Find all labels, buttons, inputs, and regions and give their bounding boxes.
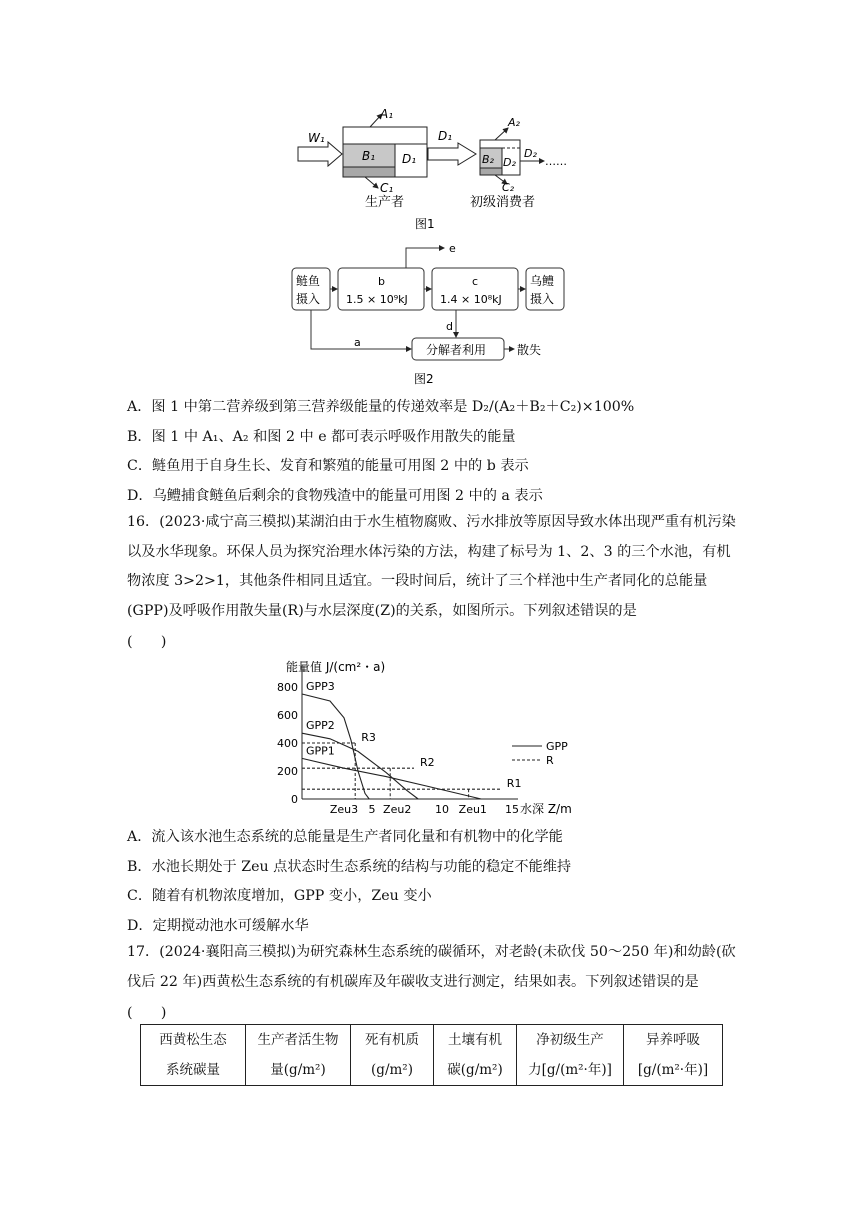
label-a1: A₁: [380, 107, 394, 121]
label-d2-arrow: D₂: [524, 147, 537, 160]
q17-bracket: ( ): [127, 1005, 167, 1021]
label-e: e: [449, 242, 456, 255]
series-label-r2: R2: [420, 756, 435, 770]
q16-option-c: C．随着有机物浓度增加，GPP 变小，Zeu 变小: [127, 888, 432, 904]
label-b1: B₁: [362, 149, 376, 163]
y-tick-label: 800: [277, 681, 298, 694]
legend-r-label: R: [546, 754, 554, 767]
label-loss: 散失: [517, 343, 542, 357]
q15-option-d: D．乌鳢捕食鲢鱼后剩余的食物残渣中的能量可用图 2 中的 a 表示: [127, 488, 543, 504]
series-label-gpp3: GPP3: [306, 680, 335, 693]
label-d1-arrow: D₁: [438, 129, 453, 143]
q15-option-b: B．图 1 中 A₁、A₂ 和图 2 中 e 都可表示呼吸作用散失的能量: [127, 429, 516, 445]
y-tick-label: 600: [277, 709, 298, 722]
table-header-row: [141, 1025, 723, 1086]
q16-option-b: B．水池长期处于 Zeu 点状态时生态系统的结构与功能的稳定不能维持: [127, 859, 572, 875]
box-right-line2: 摄入: [530, 292, 555, 306]
th-soil-carbon: 土壤有机 碳(g/m²): [434, 1025, 517, 1086]
legend-gpp-label: GPP: [546, 740, 568, 753]
figure-2-caption: 图2: [414, 372, 434, 386]
x-tick-label: Zeu2: [383, 803, 412, 816]
th-heterotrophic-respiration: 异养呼吸 [g/(m²·年)]: [624, 1025, 723, 1086]
th-producer-biomass: 生产者活生物 量(g/m²): [246, 1025, 351, 1086]
producer-label: 生产者: [365, 195, 405, 210]
q17-stem: 17．(2024·襄阳高三模拟)为研究森林生态系统的碳循环，对老龄(未砍伐 50～250 年)和幼龄(砍伐后 22 年)西黄松生态系统的有机碳库及年碳收支进行测定，结果如表。下列叙述错误的是: [127, 944, 736, 990]
q15-option-c: C．鲢鱼用于自身生长、发育和繁殖的能量可用图 2 中的 b 表示: [127, 458, 529, 474]
label-dots: ……: [545, 155, 567, 168]
box-b-name: b: [378, 275, 385, 288]
series-label-gpp2: GPP2: [306, 719, 335, 733]
q16-bracket: ( ): [127, 634, 167, 650]
box-b-value: 1.5 × 10⁹kJ: [346, 293, 408, 306]
th-dead-organic: 死有机质 (g/m²): [351, 1025, 434, 1086]
label-w1: W₁: [308, 131, 325, 145]
box-left-line2: 摄入: [296, 292, 321, 306]
label-a: a: [354, 336, 361, 349]
q17-table: [140, 1024, 723, 1086]
label-a2: A₂: [508, 116, 520, 129]
label-b2: B₂: [482, 153, 494, 166]
q16-option-d: D．定期搅动池水可缓解水华: [127, 918, 309, 934]
x-tick-label: Zeu1: [458, 803, 487, 816]
th-npp: 净初级生产 力[g/(m²·年)]: [517, 1025, 624, 1086]
y-tick-label: 0: [291, 793, 298, 806]
series-label-r3: R3: [361, 731, 376, 744]
box-right-line1: 乌鳢: [530, 274, 555, 288]
label-c1: C₁: [380, 181, 394, 195]
chart-xlabel: 水深 Z/m: [520, 802, 572, 816]
d1-arrow: [428, 143, 476, 165]
figure-2: [286, 238, 586, 388]
q16-stem: 16．(2023·咸宁高三模拟)某湖泊由于水生植物腐败、污水排放等原因导致水体出现严重有机污染以及水华现象。环保人员为探究治理水体污染的方法，构建了标号为 1、2、3 的三个水池，有机物浓度 3>2>1，其他条件相同且适宜。一段时间后，统计了三个样池中生产者同化的总能量(GPP)及呼吸作用散失量(R)与水层深度(Z)的关系，如图所示。下列叙述错误的是: [127, 514, 736, 619]
box-c-name: c: [472, 275, 479, 288]
x-tick-label: 5: [368, 803, 376, 816]
y-tick-label: 400: [277, 737, 298, 750]
series-label-r1: R1: [506, 777, 522, 791]
th-system-carbon: 西黄松生态 系统碳量: [141, 1025, 246, 1086]
label-d1: D₁: [402, 152, 417, 166]
x-tick-label: 15: [505, 803, 519, 816]
label-d2-inner: D₂: [503, 156, 516, 169]
series-gpp1: [302, 758, 481, 799]
chart-ylabel: 能量值 J/(cm²・a): [286, 660, 386, 674]
consumer-label: 初级消费者: [470, 195, 536, 210]
gpp-r-chart: [268, 655, 598, 825]
box-decomposer-label: 分解者利用: [426, 343, 487, 357]
x-tick-label: Zeu3: [329, 803, 359, 816]
figure-1-caption: 图1: [415, 217, 435, 231]
series-label-gpp1: GPP1: [306, 744, 335, 758]
figure-1: [290, 100, 580, 235]
label-d: d: [446, 320, 453, 333]
box-left-line1: 鲢鱼: [296, 274, 321, 288]
q15-option-a: A．图 1 中第二营养级到第三营养级能量的传递效率是 D₂/(A₂＋B₂＋C₂)×100%: [127, 399, 635, 415]
x-tick-label: 10: [435, 803, 449, 816]
box-c-value: 1.4 × 10⁸kJ: [440, 293, 502, 306]
q16-option-a: A．流入该水池生态系统的总能量是生产者同化量和有机物中的化学能: [127, 829, 563, 845]
y-tick-label: 200: [277, 765, 298, 778]
label-c2: C₂: [502, 181, 515, 194]
w1-arrow: [298, 142, 342, 166]
